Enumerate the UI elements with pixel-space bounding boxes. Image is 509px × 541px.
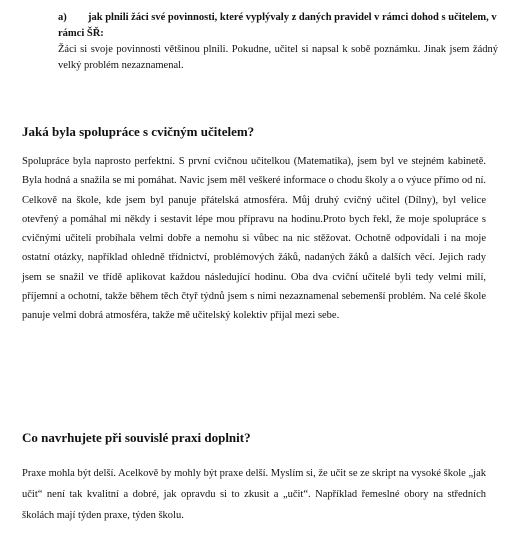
list-item-a xyxy=(58,10,498,74)
section-heading-suggestions: Co navrhujete při souvislé praxi doplnit? xyxy=(22,430,251,445)
answer-a: Žáci si svoje povinnosti většinou plnili. Pokudne, učitel si napsal k sobě poznámku. Jinak jsem žádný velký problém nezaznamenal. xyxy=(58,44,498,71)
paragraph-suggestions: Praxe mohla být delší. Acelkově by mohly být praxe delší. Myslím si, že učit se ze skript na vysoké škole „jak učit“ není tak kvalitní a dobré, jak opravdu si to zkusit a „učit“. Například řemeslné obory na středních školách mají týden praxe, týden školu. xyxy=(22,468,486,521)
section-heading-cooperation: Jaká byla spolupráce s cvičným učitelem? xyxy=(22,124,255,139)
list-marker: a) xyxy=(58,12,67,23)
paragraph-cooperation: Spolupráce byla naprosto perfektní. S první cvičnou učitelkou (Matematika), jsem byl ve stejném kabinetě. Byla hodná a snažila se mi pomáhat. Navic jsem měl veškeré informace o chodu školy a o výuce přímo od ní. Celkově na škole, kde jsem byl panuje přátelská atmosféra. Můj druhý cvičný učitel (Dílny), byl velice otevřený a pomáhal mi někdy i sestavit lépe mou přípravu na hodinu.Proto bych řekl, že moje spolupráce s cvičnými učiteli probíhala velmi dobře a nemohu si vůbec na nic stěžovat. Ochotně odpovídali i na moje ostatní otázky, například ohledně třídnictví, problémových žáků, nadaných žáků a dalších věcí. Jejich rady jsem se snažil ve třídě aplikovat každou následující hodinu. Oba dva cvičnί učitelé byli tedy velmi milí, příjemní a ochotní, takže během těch čtyř týdnů jsem s nimi nezaznamenal sebemenší problém. Na celé škole panuje velmi dobrá atmosféra, takže mě učitelský kolektiv přijal mezi sebe. xyxy=(22,156,486,322)
question-a xyxy=(58,10,498,42)
question-a-text: jak plnili žáci své povinnosti, které vyplývaly z daných pravidel v rámci dohod s učitelem, v rámci ŠŘ: xyxy=(58,12,497,39)
